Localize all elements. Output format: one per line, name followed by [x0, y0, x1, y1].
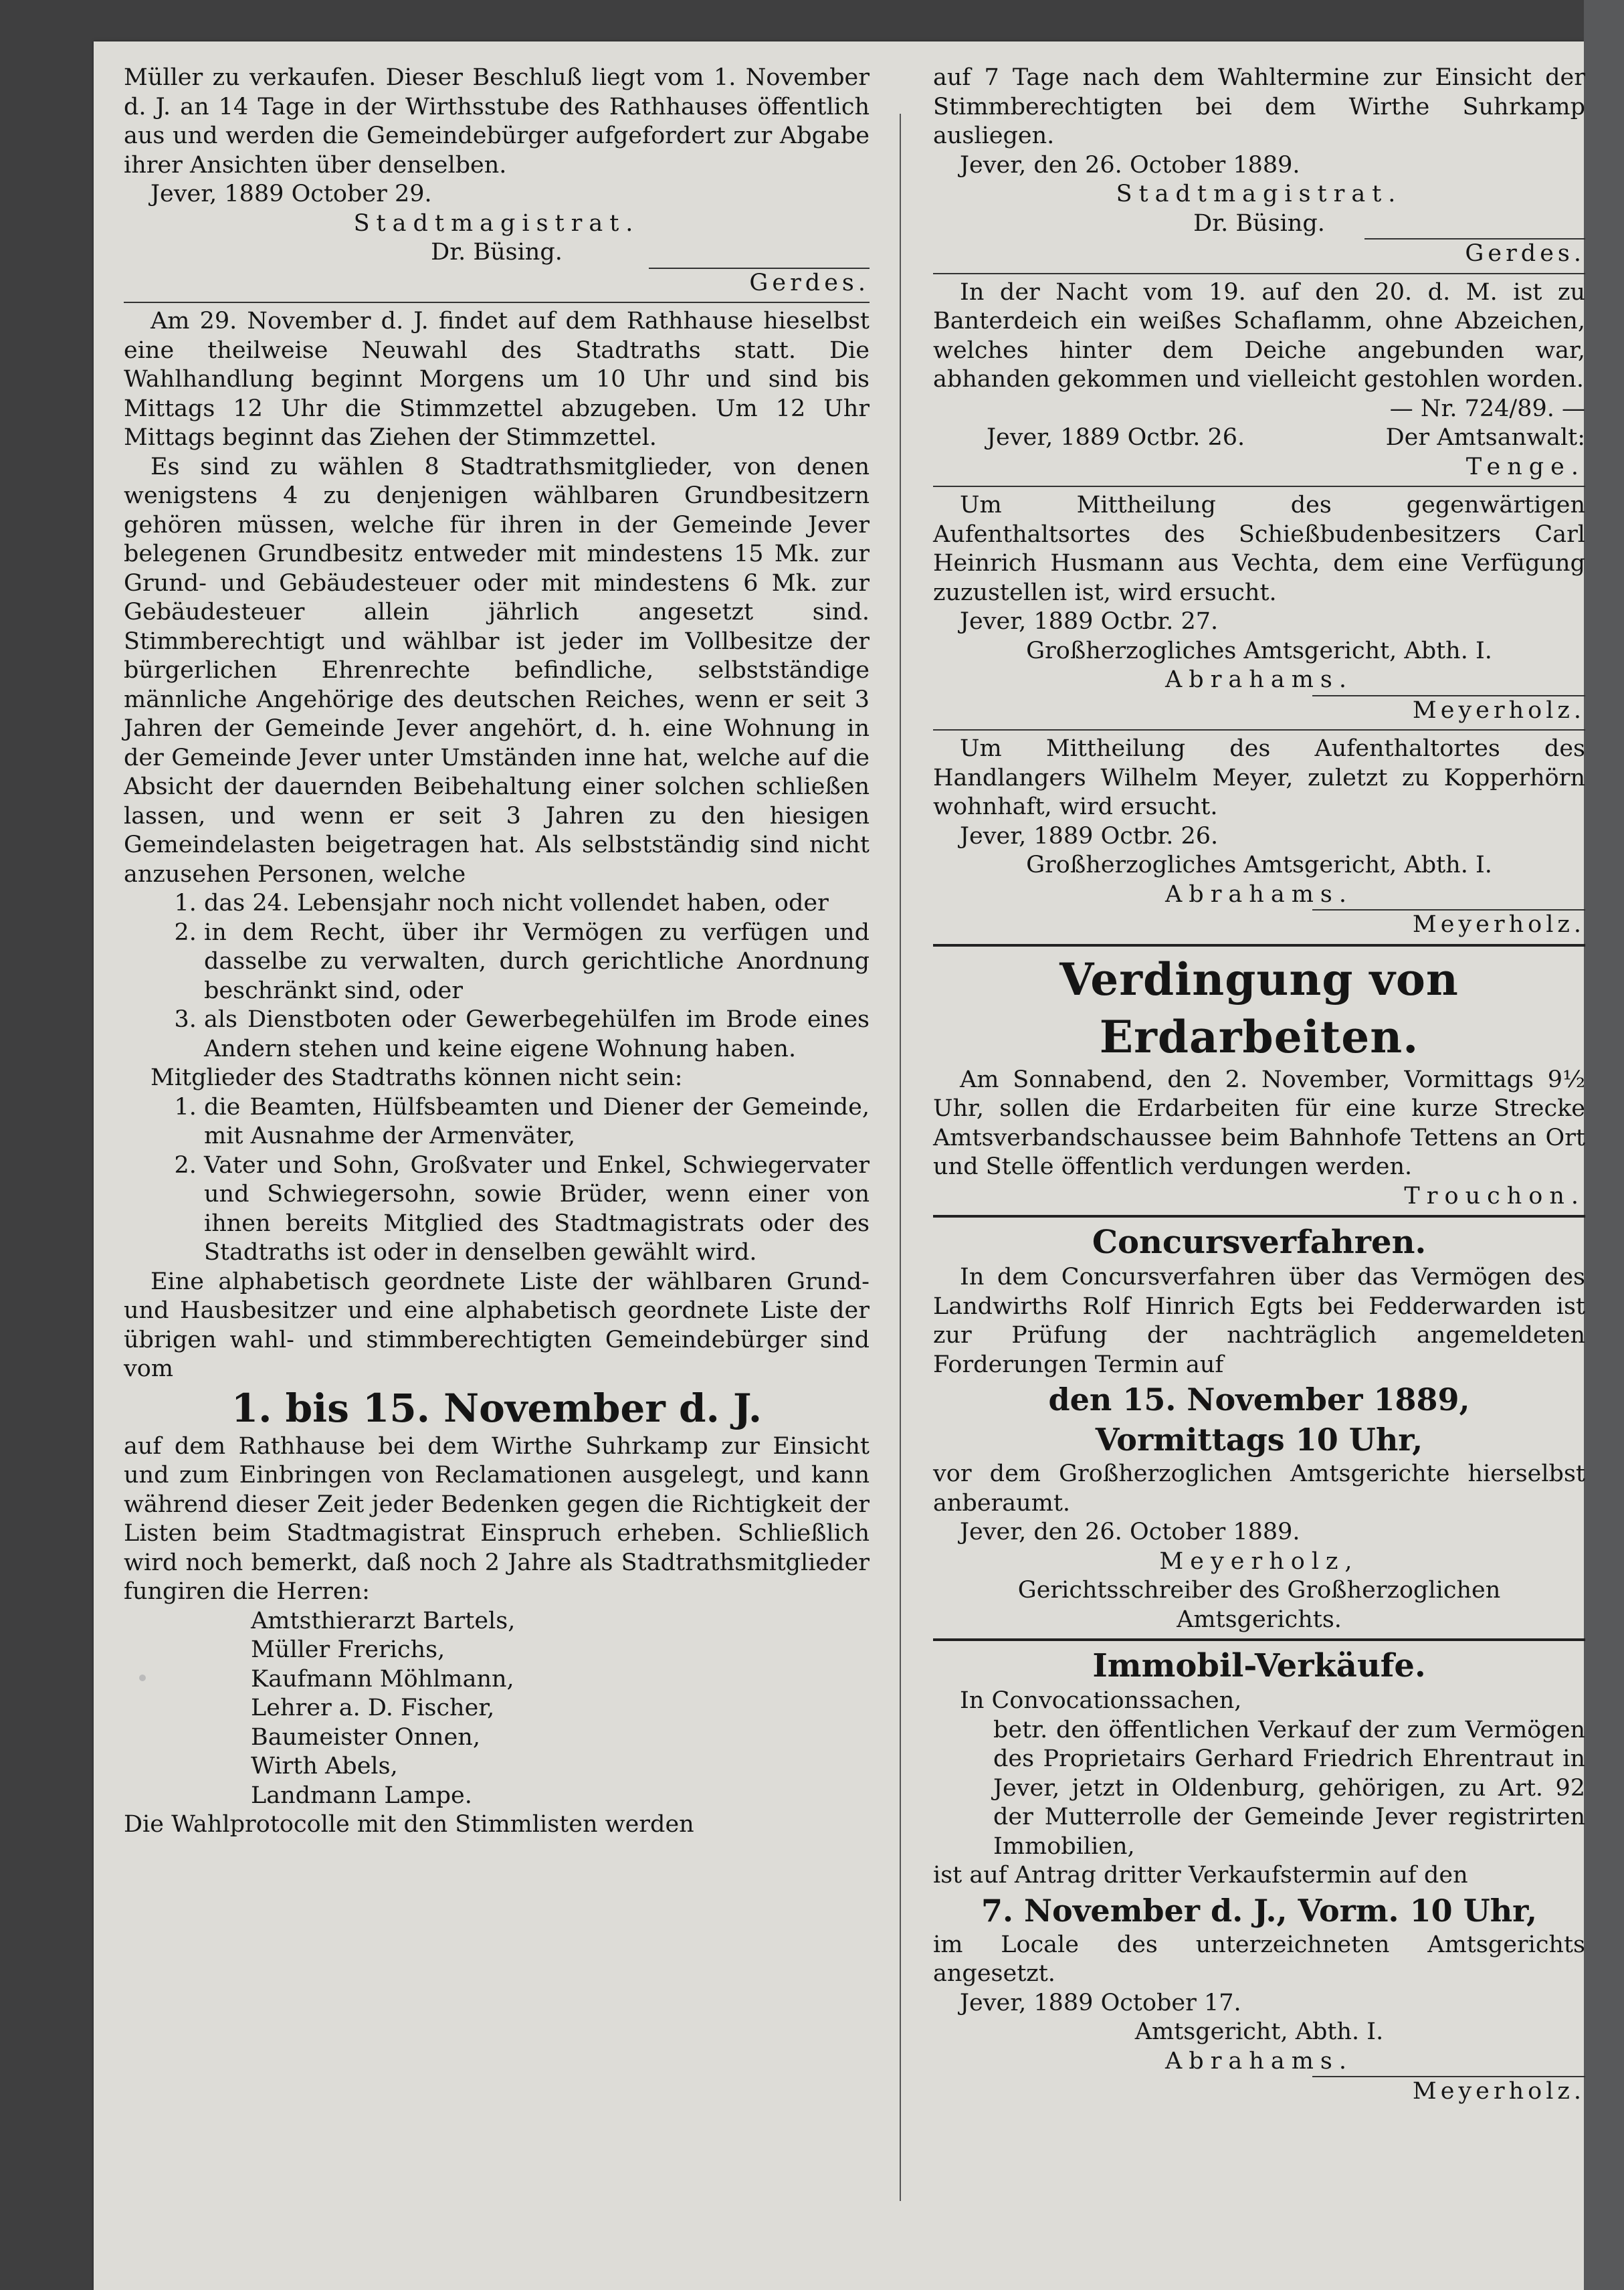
left-column: [124, 64, 870, 1840]
whereabouts-notice: Um Mittheilung des Aufenthaltortes des Handlangers Wilhelm Meyer, zuletzt zu Kopperhörn wohnhaft, wird ersucht.: [933, 735, 1585, 820]
scan-edge: [1584, 0, 1624, 2290]
notice-clerk-line: [124, 268, 870, 298]
continuation-text: Die Wahlprotocolle mit den Stimmlisten werden: [124, 1811, 694, 1838]
court-name: Großherzogliches Amtsgericht, Abth. I.: [1026, 637, 1492, 664]
notice-clerk-line: [933, 909, 1585, 940]
list-item: Lehrer a. D. Fischer,: [251, 1695, 495, 1721]
notice-signatory: Dr. Büsing.: [431, 239, 563, 266]
separator: [933, 1638, 1585, 1641]
ineligible-list: [124, 1093, 870, 1268]
notice-clerk: Meyerholz.: [1312, 909, 1585, 940]
signature-row: [933, 423, 1585, 453]
notice-signatory: Dr. Büsing.: [1193, 209, 1325, 237]
column-divider: [900, 114, 901, 2201]
list-item: 2. Vater und Sohn, Großvater und Enkel, Schwiegervater und Schwiegersohn, sowie Brüder, wenn einer von ihnen bereits Mitglied des Stadtmagistrats oder des Stadtraths ist oder in denselben gewählt wird.: [204, 1151, 870, 1268]
voter-list-details: auf dem Rathhause bei dem Wirthe Suhrkamp zur Einsicht und zum Einbringen von Reclamationen ausgelegt, und kann während dieser Zeit jeder Bedenken gegen die Richtigkeit der Listen beim Stadtmagistrat Einspruch erheben. Schließlich wird noch bemerkt, daß noch 2 Jahre als Stadtrathsmitglieder fungiren die Herren:: [124, 1432, 870, 1605]
convocation-intro: In Convocationssachen,: [960, 1687, 1242, 1714]
list-item: 2. in dem Recht, über ihr Vermögen zu verfügen und dasselbe zu verwalten, durch gerichtliche Anordnung beschränkt sind, oder: [204, 919, 870, 1006]
council-members-list: [124, 1607, 870, 1811]
sale-date: 7. November d. J., Vorm. 10 Uhr,: [981, 1892, 1538, 1929]
list-item: 1. die Beamten, Hülfsbeamten und Diener der Gemeinde, mit Ausnahme der Armenväter,: [204, 1093, 870, 1151]
notice-date: Jever, 1889 October 17.: [960, 1989, 1241, 2016]
list-item: Wirth Abels,: [251, 1753, 398, 1780]
sale-term-intro: ist auf Antrag dritter Verkaufstermin auf den: [933, 1862, 1468, 1889]
notice-signatory: Trouchon.: [1404, 1182, 1585, 1210]
notice-date: Jever, den 26. October 1889.: [960, 151, 1300, 179]
earthworks-notice: Am Sonnabend, den 2. November, Vormittags 9½ Uhr, sollen die Erdarbeiten für eine kurze Strecke Amtsverbandschaussee beim Bahnhofe Tettens an Ort und Stelle öffentlich verdungen werden.: [933, 1066, 1585, 1180]
notice-date: Jever, 1889 Octbr. 26.: [960, 822, 1219, 850]
right-column: [933, 64, 1585, 2107]
notice-text: Müller zu verkaufen. Dieser Beschluß liegt vom 1. November d. J. an 14 Tage in der Wirthsstube des Rathhauses öffentlich aus und werden die Gemeindebürger aufgefordert zur Abgabe ihrer Ansichten über denselben.: [124, 64, 870, 179]
list-item: Kaufmann Möhlmann,: [251, 1665, 514, 1693]
separator: [933, 273, 1585, 274]
separator: [124, 302, 870, 303]
notice-signatory: Tenge.: [1465, 453, 1585, 480]
list-item: Baumeister Onnen,: [251, 1723, 480, 1751]
notice-date: Jever, 1889 October 29.: [150, 181, 432, 207]
separator: [933, 729, 1585, 731]
election-rules: Es sind zu wählen 8 Stadtrathsmitglieder, von denen wenigstens 4 zu denjenigen wählbaren Grundbesitzern gehören müssen, welche für ihren in der Gemeinde Jever belegenen Grundbesitz entweder mit mindestens 15 Mk. zur Grund- und Gebäudesteuer oder mit mindestens 6 Mk. zur Gebäudesteuer allein jährlich angesetzt sind. Stimmberechtigt und wählbar ist jeder im Vollbesitze der bürgerlichen Ehrenrechte befindliche, selbstständige männliche Angehörige des deutschen Reiches, wenn er seit 3 Jahren der Gemeinde Jever angehört, d. h. eine Wohnung in der Gemeinde Jever unter Umständen inne hat, welche auf die Absicht der dauernden Beibehaltung einer solchen schließen lassen, und wenn er seit 3 Jahren zu den hiesigen Gemeindelasten beigetragen hat. Als selbstständig sind nicht anzusehen Personen, welche: [124, 453, 870, 888]
notice-clerk: Gerdes.: [1364, 238, 1585, 269]
notice-date: Jever, den 26. October 1889.: [960, 1519, 1300, 1545]
notice-role: Der Amtsanwalt:: [1385, 424, 1585, 451]
notice-date: Jever, 1889 Octbr. 27.: [960, 608, 1219, 635]
hearing-time: Vormittags 10 Uhr,: [1095, 1422, 1423, 1458]
whereabouts-notice: Um Mittheilung des gegenwärtigen Aufenthaltsortes des Schießbudenbesitzers Carl Heinrich Husmann aus Vechta, dem eine Verfügung zuzustellen ist, wird ersucht.: [933, 492, 1585, 606]
exclusion-list: [124, 889, 870, 1064]
notice-clerk: Gerdes.: [649, 268, 870, 298]
notice-clerk-line: [933, 238, 1585, 269]
notice-date: Jever, 1889 Octbr. 26.: [987, 424, 1245, 451]
separator: [933, 486, 1585, 487]
notice-signatory: Meyerholz,: [1159, 1547, 1359, 1575]
signatory-title: Gerichtsschreiber des Großherzoglichen Amtsgerichts.: [1017, 1577, 1501, 1633]
list-item: Müller Frerichs,: [251, 1636, 445, 1663]
bankruptcy-venue: vor dem Großherzoglichen Amtsgerichte hierselbst anberaumt.: [933, 1460, 1585, 1517]
voter-list-dates: 1. bis 15. November d. J.: [231, 1385, 763, 1431]
property-sale-notice: betr. den öffentlichen Verkauf der zum Vermögen des Proprietairs Gerhard Friedrich Ehrentraut in Jever, jetzt in Oldenburg, gehörigen, zu Art. 92 der Mutterrolle der Gemeinde Jever registrirten Immobilien,: [993, 1716, 1585, 1860]
judge-name: Abrahams.: [1165, 666, 1353, 693]
notice-clerk: Meyerholz.: [1312, 695, 1585, 726]
separator: [933, 1215, 1585, 1218]
list-item: 3. als Dienstboten oder Gewerbegehülfen im Brode eines Andern stehen und keine eigene Wohnung haben.: [204, 1006, 870, 1064]
separator: [933, 944, 1585, 947]
list-item: 1. das 24. Lebensjahr noch nicht vollendet haben, oder: [204, 889, 870, 919]
notice-text: auf 7 Tage nach dem Wahltermine zur Einsicht der Stimmberechtigten bei dem Wirthe Suhrkamp ausliegen.: [933, 64, 1585, 149]
notice-clerk: Meyerholz.: [1312, 2076, 1585, 2107]
section-heading: Verdingung von Erdarbeiten.: [1059, 953, 1459, 1063]
lost-lamb-notice: In der Nacht vom 19. auf den 20. d. M. ist zu Banterdeich ein weißes Schaflamm, ohne Abzeichen, welches hinter dem Deiche angebunden war, abhanden gekommen und vielleicht gestohlen worden.: [933, 278, 1585, 393]
court-name: Amtsgericht, Abth. I.: [1134, 2018, 1384, 2045]
notice-authority: Stadtmagistrat.: [1116, 181, 1403, 207]
hearing-date: den 15. November 1889,: [1048, 1381, 1470, 1418]
ineligible-heading: Mitglieder des Stadtraths können nicht sein:: [150, 1064, 683, 1091]
list-item: Landmann Lampe.: [251, 1782, 472, 1809]
section-heading: Immobil-Verkäufe.: [1092, 1647, 1426, 1685]
sale-venue: im Locale des unterzeichneten Amtsgerichts angesetzt.: [933, 1931, 1585, 1987]
file-number: — Nr. 724/89. —: [1389, 395, 1585, 422]
list-item: Amtsthierarzt Bartels,: [251, 1607, 516, 1634]
notice-authority: Stadtmagistrat.: [353, 209, 640, 237]
bankruptcy-notice: In dem Concursverfahren über das Vermögen des Landwirths Rolf Hinrich Egts bei Fedderwarden ist zur Prüfung der nachträglich angemeldeten Forderungen Termin auf: [933, 1264, 1585, 1378]
voter-list-notice: Eine alphabetisch geordnete Liste der wählbaren Grund- und Hausbesitzer und eine alphabetisch geordnete Liste der übrigen wahl- und stimmberechtigten Gemeindebürger sind vom: [124, 1268, 870, 1382]
notice-clerk-line: [933, 695, 1585, 726]
judge-name: Abrahams.: [1165, 2047, 1353, 2075]
court-name: Großherzogliches Amtsgericht, Abth. I.: [1026, 852, 1492, 878]
judge-name: Abrahams.: [1165, 880, 1353, 908]
notice-clerk-line: [933, 2076, 1585, 2107]
section-heading: Concursverfahren.: [1092, 1224, 1427, 1261]
election-notice: Am 29. November d. J. findet auf dem Rathhause hieselbst eine theilweise Neuwahl des Stadtraths statt. Die Wahlhandlung beginnt Morgens um 10 Uhr und sind bis Mittags 12 Uhr die Stimmzettel abzugeben. Um 12 Uhr Mittags beginnt das Ziehen der Stimmzettel.: [124, 308, 870, 451]
